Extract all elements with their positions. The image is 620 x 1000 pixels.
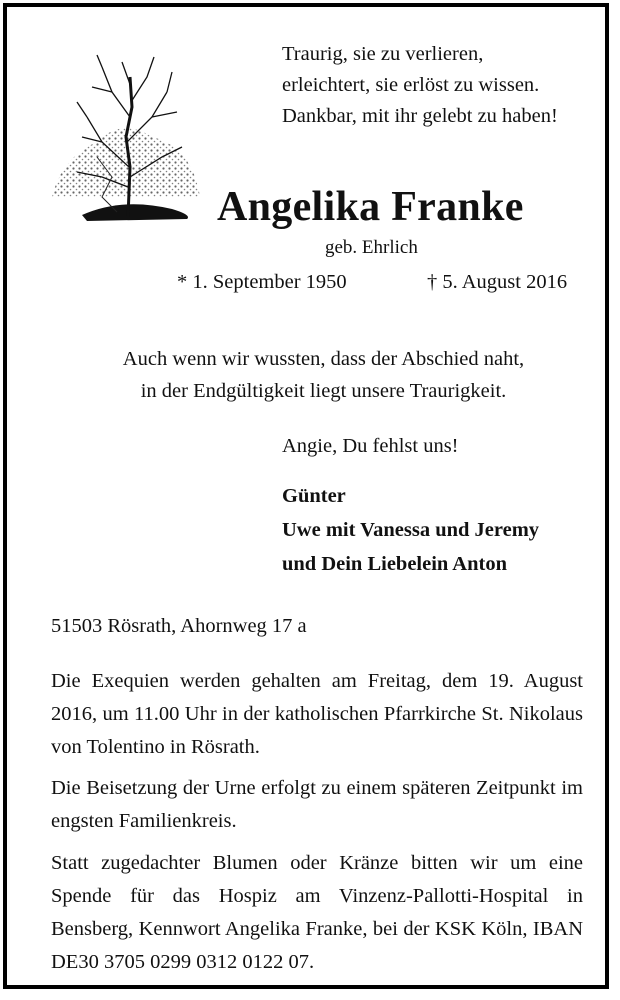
birth-date: * 1. September 1950 (177, 271, 347, 293)
donation-paragraph: Statt zugedachter Blumen oder Kränze bitten wir um eine Spende für das Hospiz am Vinzenz-Pallotti-Hospital in Bensberg, Kennwort Angelika Franke, bei der KSK Köln, IBAN DE30 3705 0299 0312 0122 07. (51, 852, 583, 973)
urn-burial-paragraph: Die Beisetzung der Urne erfolgt zu einem späteren Zeitpunkt im engsten Familienkreis. (51, 777, 583, 832)
funeral-service-paragraph: Die Exequien werden gehalten am Freitag, dem 19. August 2016, um 11.00 Uhr in der katholischen Pfarrkirche St. Nikolaus von Tolentino in Rösrath. (51, 670, 583, 758)
mourner-name: und Dein Liebelein Anton (282, 553, 507, 575)
deceased-name: Angelika Franke (217, 184, 524, 230)
motto-verse (282, 39, 558, 132)
bare-tree-illustration (42, 47, 212, 227)
obituary-frame (3, 3, 609, 989)
death-date: † 5. August 2016 (427, 271, 568, 293)
quote-line-1: Auch wenn wir wussten, dass der Abschied naht, (122, 348, 525, 370)
quote-line-2: in der Endgültigkeit liegt unsere Traurigkeit. (140, 380, 507, 402)
mourner-name: Uwe mit Vanessa und Jeremy (282, 519, 540, 541)
motto-line-3: Dankbar, mit ihr gelebt zu haben! (282, 105, 558, 127)
family-address: 51503 Rösrath, Ahornweg 17 a (51, 615, 307, 637)
motto-line-1: Traurig, sie zu verlieren, (282, 43, 484, 65)
motto-line-2: erleichtert, sie erlöst zu wissen. (282, 74, 540, 96)
mourner-name: Günter (282, 485, 346, 507)
farewell-quote (7, 343, 605, 407)
personal-message: Angie, Du fehlst uns! (282, 435, 459, 457)
born-name: geb. Ehrlich (325, 237, 418, 258)
mourners-list (282, 479, 539, 581)
